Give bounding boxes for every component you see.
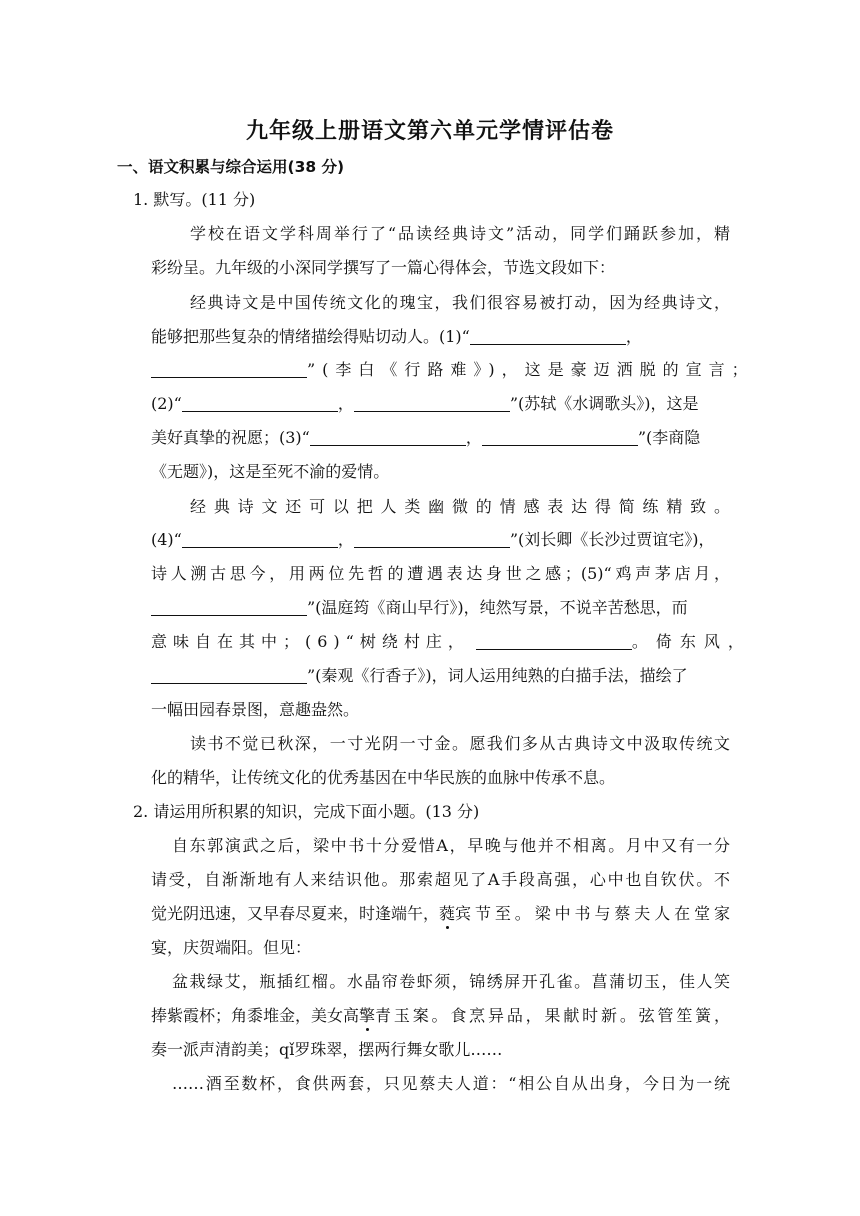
q1-text: ”(李白《行路难》)，这是豪迈洒脱的宣言； <box>307 360 755 379</box>
q1-text: ”(温庭筠《商山早行》)，纯然写景，不说辛苦愁思，而 <box>307 598 688 617</box>
q1-paragraph-line: 彩纷呈。九年级的小深同学撰写了一篇心得体会，节选文段如下： <box>151 258 616 277</box>
q1-paragraph-line <box>151 360 755 380</box>
q1-paragraph-line: 一幅田园春景图，意趣盎然。 <box>151 700 360 719</box>
q1-paragraph-line <box>151 327 642 347</box>
q2-passage-line: 盆栽绿艾，瓶插红榴。水晶帘卷虾须，锦绣屏开孔雀。菖蒲切玉，佳人笑 <box>172 972 730 991</box>
q1-paragraph-line: 经典诗文是中国传统文化的瑰宝，我们很容易被打动，因为经典诗文， <box>190 293 730 312</box>
q1-paragraph-line: 《无题》)，这是至死不渝的爱情。 <box>151 462 390 481</box>
section-heading: 一、语文积累与综合运用(38 分) <box>117 158 345 176</box>
q1-text: ， <box>465 428 482 447</box>
q1-text: (4)“ <box>151 530 182 549</box>
q2-text: 罗珠翠，摆两行舞女歌儿…… <box>294 1040 503 1059</box>
q2-passage-line: 宴，庆贺端阳。但见： <box>151 938 312 957</box>
q1-text: 美好真挚的祝愿；(3)“ <box>151 428 310 447</box>
q1-paragraph-line: 学校在语文学科周举行了“品读经典诗文”活动，同学们踊跃参加，精 <box>190 224 730 243</box>
answer-blank[interactable] <box>482 429 638 446</box>
q1-paragraph-line <box>151 598 688 618</box>
q1-paragraph-line: 诗人溯古思今，用两位先哲的遭遇表达身世之感；(5)“鸡声茅店月， <box>151 564 730 583</box>
q2-passage-line <box>151 904 730 924</box>
emphasis-char: 擎 <box>359 1006 376 1025</box>
q2-text: 青玉案。食烹异品，果献时新。弦管笙簧， <box>375 1006 730 1025</box>
q2-passage-line: 自东郭演武之后，梁中书十分爱惜A，早晚与他并不相离。月中又有一分 <box>172 836 730 855</box>
emphasis-char: 蕤 <box>439 904 456 923</box>
q1-paragraph-line: 经典诗文还可以把人类幽微的情感表达得简练精致。 <box>190 497 730 516</box>
q1-text: (2)“ <box>151 394 182 413</box>
q2-passage-line <box>151 1040 502 1060</box>
q1-paragraph-line <box>151 530 715 550</box>
q1-paragraph-line: 化的精华，让传统文化的优秀基因在中华民族的血脉中传承不息。 <box>151 768 616 787</box>
q1-paragraph-line <box>151 394 699 414</box>
q1-paragraph-line <box>151 428 700 448</box>
q1-text: 意味自在其中；(6)“树绕村庄， <box>151 632 470 651</box>
q2-text: 奏一派声清韵美； <box>151 1040 280 1059</box>
q1-text: ， <box>625 327 642 346</box>
q1-paragraph-line <box>151 632 752 652</box>
exam-title: 九年级上册语文第六单元学情评估卷 <box>245 119 614 144</box>
q1-text: ”(李商隐 <box>637 428 701 447</box>
answer-blank[interactable] <box>354 531 510 548</box>
answer-blank[interactable] <box>151 599 307 616</box>
q1-text: ， <box>337 530 354 549</box>
answer-blank[interactable] <box>182 395 338 412</box>
q2-text: 觉光阴迅速，又早春尽夏来，时逢端午， <box>151 904 440 923</box>
q2-passage-line: 请受，自渐渐地有人来结识他。那索超见了A手段高强，心中也自钦伏。不 <box>151 870 730 889</box>
q2-text: 宾节至。梁中书与蔡夫人在堂家 <box>455 904 730 923</box>
q1-paragraph-line: 读书不觉已秋深，一寸光阴一寸金。愿我们多从古典诗文中汲取传统文 <box>190 734 730 753</box>
answer-blank[interactable] <box>151 667 307 684</box>
q2-passage-line: ……酒至数杯，食供两套，只见蔡夫人道：“相公自从出身，今日为一统 <box>172 1074 730 1093</box>
answer-blank[interactable] <box>476 633 632 650</box>
question-2-heading: 2. 请运用所积累的知识，完成下面小题。(13 分) <box>133 802 480 821</box>
answer-blank[interactable] <box>182 531 338 548</box>
pinyin-annotation: qǐ <box>279 1040 295 1059</box>
q1-paragraph-line <box>151 666 688 686</box>
q1-text: ”(苏轼《水调歌头》)，这是 <box>509 394 699 413</box>
q2-passage-line <box>151 1006 730 1026</box>
q1-text: ”(刘长卿《长沙过贾谊宅》)， <box>509 530 715 549</box>
answer-blank[interactable] <box>354 395 510 412</box>
q1-text: 能够把那些复杂的情绪描绘得贴切动人。(1)“ <box>151 327 470 346</box>
q1-text: 。倚东风， <box>631 632 752 651</box>
answer-blank[interactable] <box>470 328 626 345</box>
answer-blank[interactable] <box>310 429 466 446</box>
answer-blank[interactable] <box>151 361 307 378</box>
q1-text: ”(秦观《行香子》)，词人运用纯熟的白描手法，描绘了 <box>307 666 688 685</box>
q1-text: ， <box>337 394 354 413</box>
question-1-heading: 1. 默写。(11 分) <box>133 190 256 209</box>
q2-text: 捧紫霞杯；角黍堆金，美女高 <box>151 1006 360 1025</box>
